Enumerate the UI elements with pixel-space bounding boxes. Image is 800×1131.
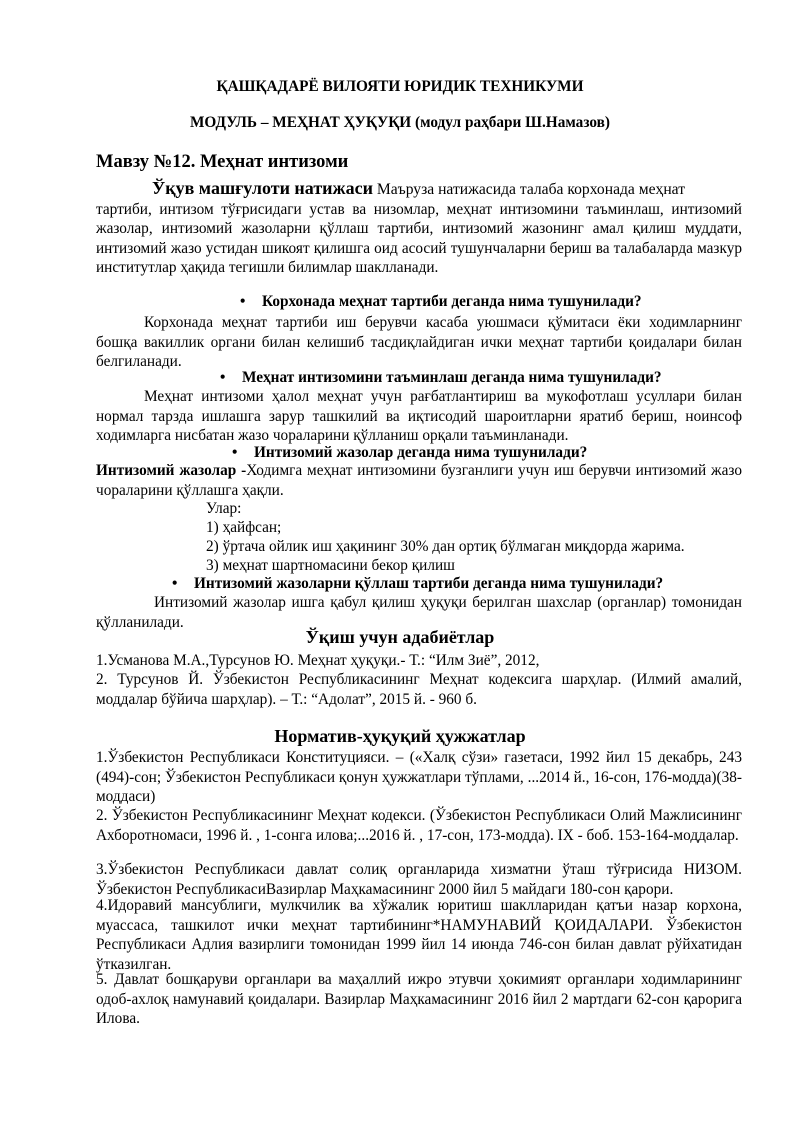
reading-heading: Ўқиш учун адабиётлар <box>305 627 495 647</box>
answer-3-label: Интизомий жазолар - <box>96 462 247 479</box>
answer-3-list-item: 2) ўртача ойлик иш ҳақининг 30% дан ортиқ бўлмаган миқдорда жарима. <box>206 538 685 555</box>
outcome-text-rest: тартиби, интизом тўғрисидаги устав ва низомлар, меҳнат интизомини таъминлаш, интизомий жазолар, интизомий жазоларни қўллаш тартиби, интизомий жазонинг амал қилиш муддати, интизомий жазо устидан шикоят қилишга оид асосий тушунчаларни бериш ва талабаларда мазкур институтлар ҳақида тегишли билимлар шаклланади. <box>96 200 742 276</box>
answer-3 <box>96 461 742 500</box>
question-1-text: Корхонада меҳнат тартиби деганда нима тушунилади? <box>262 293 642 310</box>
normative-item: 5. Давлат бошқаруви органлари ва маҳаллий ижро этувчи ҳокимият органлари ходимларининг одоб-ахлоқ намунавий қоидалари. Вазирлар Маҳкамасининг 2016 йил 2 мартдаги 62-сон қарорига Илова. <box>96 971 742 1027</box>
institution-title: ҚАШҚАДАРЁ ВИЛОЯТИ ЮРИДИК ТЕХНИКУМИ <box>216 78 584 95</box>
reading-item: 1.Усманова М.А.,Турсунов Ю. Меҳнат ҳуқуқи.- Т.: “Илм Зиё”, 2012, <box>96 652 540 669</box>
question-1 <box>240 292 642 312</box>
question-3-text: Интизомий жазолар деганда нима тушунилади? <box>254 444 588 461</box>
normative-item: 2. Ўзбекистон Республикасининг Меҳнат кодекси. (Ўзбекистон Республикаси Олий Мажлисининг Ахборотномаси, 1996 й. , 1-сонга илова;...2016 й. , 17-сон, 173-модда). IX - боб. 153-164-моддалар. <box>96 807 742 844</box>
question-4-text: Интизомий жазоларни қўллаш тартиби деганда нима тушунилади? <box>194 575 664 592</box>
answer-3-text: Ходимга меҳнат интизомини бузганлиги учун иш берувчи интизомий жазо чораларини қўллашга ҳақли. <box>96 462 742 499</box>
question-2-text: Меҳнат интизомини таъминлаш деганда нима тушунилади? <box>242 369 662 386</box>
question-4 <box>172 574 663 594</box>
bullet-icon: • <box>232 444 238 461</box>
answer-3-list-item: 1) ҳайфсан; <box>206 519 282 536</box>
question-2 <box>220 368 662 388</box>
question-3 <box>232 443 587 463</box>
topic-title: Мавзу №12. Меҳнат интизоми <box>96 152 349 172</box>
reading-item: 2. Турсунов Й. Ўзбекистон Республикасининг Меҳнат кодексига шарҳлар. (Илмий амалий, моддалар бўйича шарҳлар). – Т.: “Адолат”, 2015 й. - 960 б. <box>96 671 742 708</box>
answer-3-list-item: 3) меҳнат шартномасини бекор қилиш <box>206 557 455 574</box>
answer-1: Корхонада меҳнат тартиби иш берувчи касаба уюшмаси қўмитаси ёки ходимларнинг бошқа вакиллик органи билан келишиб тасдиқлайдиган ички меҳнат тартиби қоидалари билан белгиланади. <box>96 314 742 370</box>
normative-item: 1.Ўзбекистон Республикаси Конституцияси. – («Халқ сўзи» газетаси, 1992 йил 15 декабрь, 243 (494)-сон; Ўзбекистон Республикаси қонун ҳужжатлари тўплами, ...2014 й., 16-сон, 176-модда)(38-моддаси) <box>96 749 742 805</box>
bullet-icon: • <box>240 293 246 310</box>
outcome-text-first: Маъруза натижасида талаба корхонада меҳнат <box>372 181 686 198</box>
outcome-label: Ўқув машғулоти натижаси <box>152 178 373 198</box>
answer-3-list-intro: Улар: <box>206 500 242 517</box>
normative-item: 4.Идоравий мансублиги, мулкчилик ва хўжалик юритиш шаклларидан қатъи назар корхона, муассаса, ташкилот ички меҳнат тартибининг*НАМУНАВИЙ ҚОИДАЛАРИ. Ўзбекистон Республикаси Адлия вазирлиги томонидан 1999 йил 14 июнда 746-сон билан давлат рўйхатидан ўтказилган. <box>96 897 742 973</box>
module-title: МОДУЛЬ – МЕҲНАТ ҲУҚУҚИ (модул раҳбари Ш.Намазов) <box>189 114 610 131</box>
normative-heading: Норматив-ҳуқуқий ҳужжатлар <box>274 726 526 746</box>
bullet-icon: • <box>172 575 178 592</box>
normative-item: 3.Ўзбекистон Республикаси давлат солиқ органларида хизматни ўташ тўғрисида НИЗОМ. Ўзбекистон РеспубликасиВазирлар Маҳкамасининг 2000 йил 5 майдаги 180-сон қарори. <box>96 861 742 898</box>
bullet-icon: • <box>220 369 226 386</box>
answer-2: Меҳнат интизоми ҳалол меҳнат учун рағбатлантириш ва мукофотлаш усуллари билан нормал тарзда ишлашга зарур ташкилий ва иқтисодий шароитларни яратиб бериш, ноинсоф ходимларга нисбатан жазо чораларини қўлланиш орқали таъминланади. <box>96 388 742 444</box>
answer-4: Интизомий жазолар ишга қабул қилиш ҳуқуқи берилган шахслар (органлар) томонидан қўлланилади. <box>96 594 742 631</box>
outcome-paragraph <box>96 179 742 278</box>
